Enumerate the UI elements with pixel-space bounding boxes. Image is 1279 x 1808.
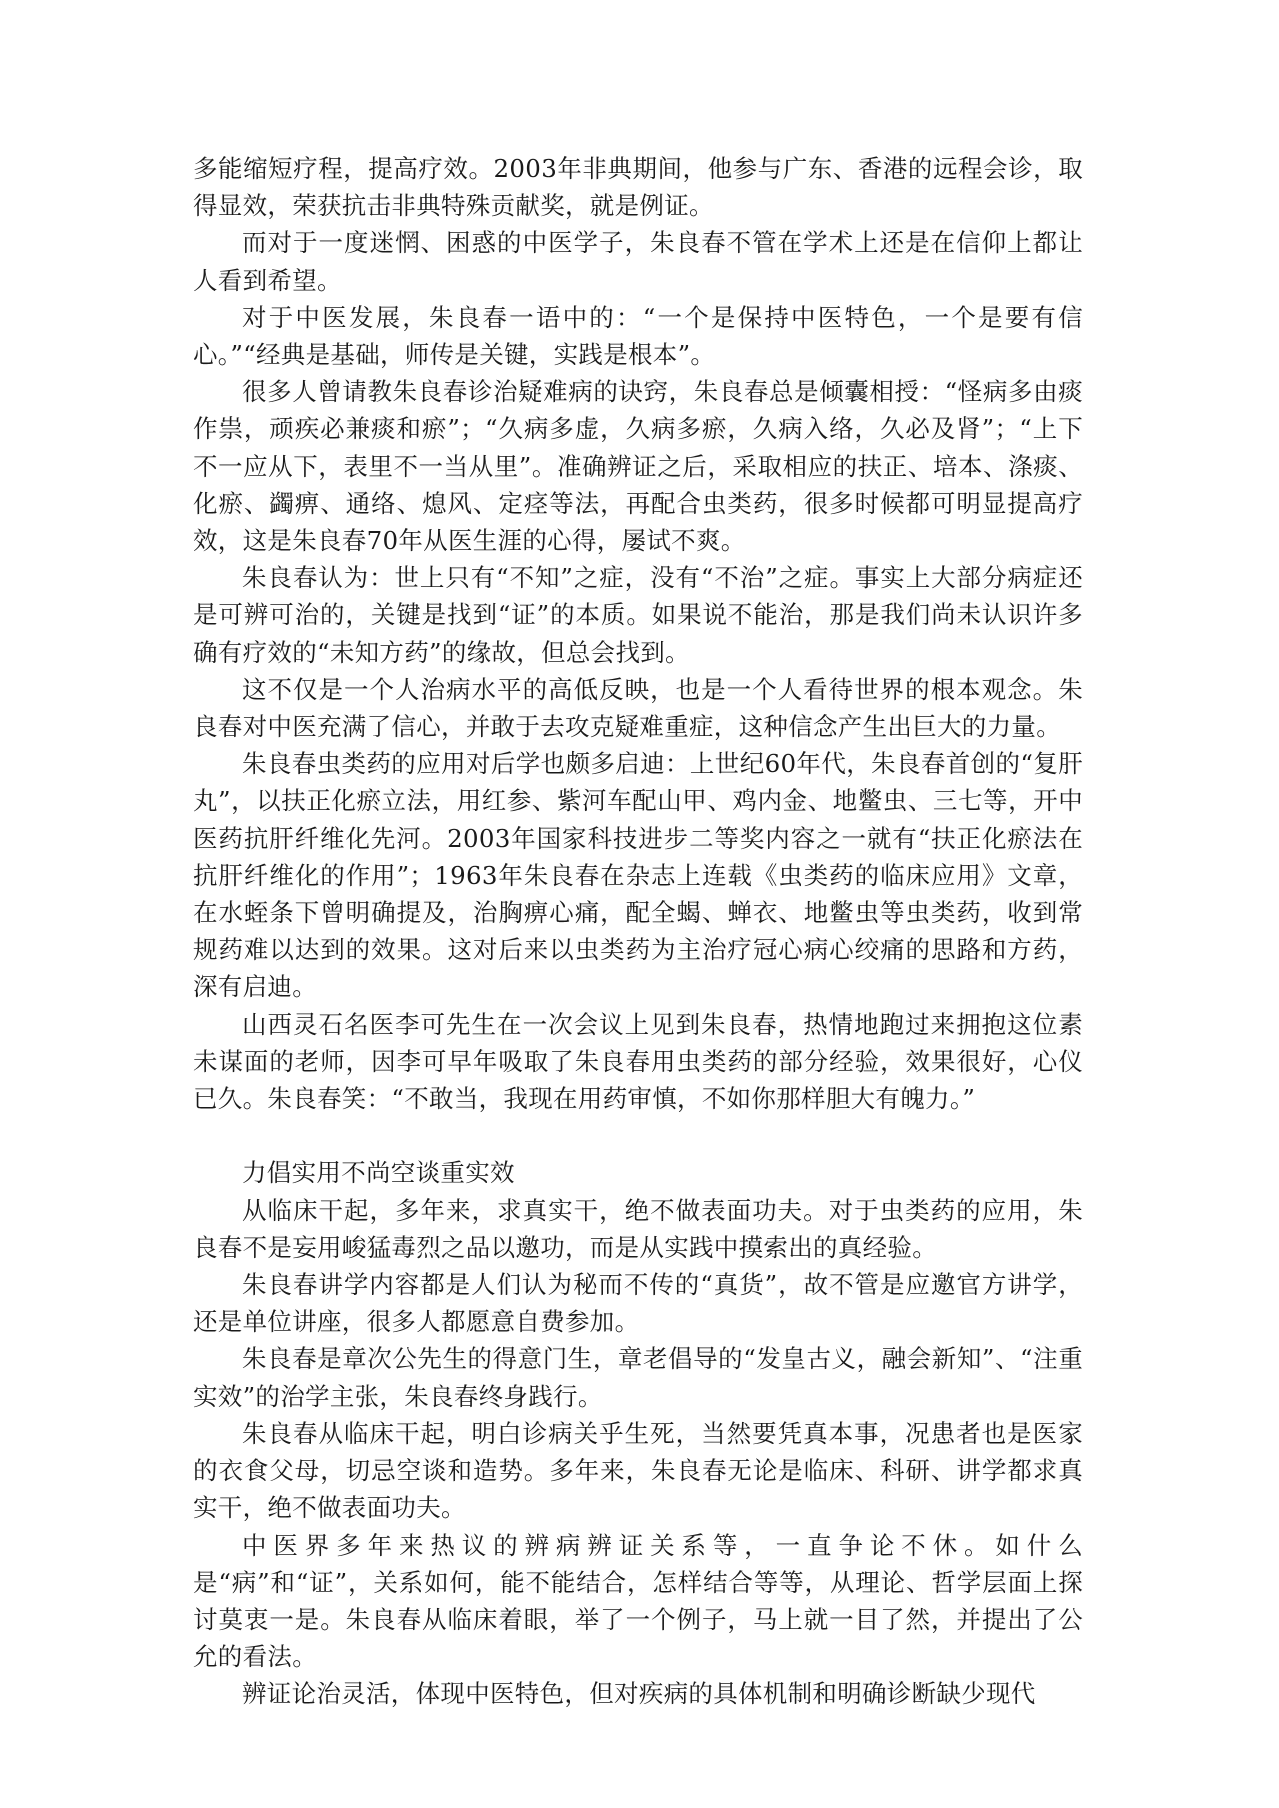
paragraph: 朱良春从临床干起，明白诊病关乎生死，当然要凭真本事，况患者也是医家的衣食父母，切忌空谈和造势。多年来，朱良春无论是临床、科研、讲学都求真实干，绝不做表面功夫。 xyxy=(193,1418,1083,1523)
paragraph: 从临床干起，多年来，求真实干，绝不做表面功夫。对于虫类药的应用，朱良春不是妄用峻猛毒烈之品以邀功，而是从实践中摸索出的真经验。 xyxy=(193,1195,1083,1262)
paragraph: 朱良春讲学内容都是人们认为秘而不传的“真货”，故不管是应邀官方讲学，还是单位讲座，很多人都愿意自费参加。 xyxy=(193,1270,1083,1337)
document-page xyxy=(193,150,1083,1713)
paragraph: 这不仅是一个人治病水平的高低反映，也是一个人看待世界的根本观念。朱良春对中医充满了信心，并敢于去攻克疑难重症，这种信念产生出巨大的力量。 xyxy=(193,674,1083,742)
paragraph: 多能缩短疗程，提高疗效。2003年非典期间，他参与广东、香港的远程会诊，取得显效，荣获抗击非典特殊贡献奖，就是例证。 xyxy=(193,154,1083,221)
paragraph: 朱良春认为：世上只有“不知”之症，没有“不治”之症。事实上大部分病症还是可辨可治的，关键是找到“证”的本质。如果说不能治，那是我们尚未认识许多确有疗效的“未知方药”的缘故，但总会找到。 xyxy=(193,563,1083,667)
paragraph: 而对于一度迷惘、困惑的中医学子，朱良春不管在学术上还是在信仰上都让人看到希望。 xyxy=(193,228,1083,295)
paragraph: 很多人曾请教朱良春诊治疑难病的诀窍，朱良春总是倾囊相授：“怪病多由痰作祟，顽疾必兼痰和瘀”；“久病多虚，久病多瘀，久病入络，久必及肾”；“上下不一应从下，表里不一当从里”。准确辨证之后，采取相应的扶正、培本、涤痰、化瘀、蠲痹、通络、熄风、定痉等法，再配合虫类药，很多时候都可明显提高疗效，这是朱良春70年从医生涯的心得，屡试不爽。 xyxy=(193,377,1083,556)
paragraph: 对于中医发展，朱良春一语中的：“一个是保持中医特色，一个是要有信心。”“经典是基础，师传是关键，实践是根本”。 xyxy=(193,302,1083,370)
paragraph: 山西灵石名医李可先生在一次会议上见到朱良春，热情地跑过来拥抱这位素未谋面的老师，因李可早年吸取了朱良春用虫类药的部分经验，效果很好，心仪已久。朱良春笑：“不敢当，我现在用药审慎，不如你那样胆大有魄力。” xyxy=(193,1009,1083,1114)
blank-line xyxy=(193,1117,1083,1154)
paragraph: 中医界多年来热议的辨病辨证关系等，一直争论不休。如什么是“病”和“证”，关系如何，能不能结合，怎样结合等等，从理论、哲学层面上探讨莫衷一是。朱良春从临床着眼，举了一个例子，马上就一目了然，并提出了公允的看法。 xyxy=(193,1530,1083,1672)
paragraph: 朱良春虫类药的应用对后学也颇多启迪：上世纪60年代，朱良春首创的“复肝丸”，以扶正化瘀立法，用红参、紫河车配山甲、鸡内金、地鳖虫、三七等，开中医药抗肝纤维化先河。2003年国家科技进步二等奖内容之一就有“扶正化瘀法在抗肝纤维化的作用”；1963年朱良春在杂志上连载《虫类药的临床应用》文章，在水蛭条下曾明确提及，治胸痹心痛，配全蝎、蝉衣、地鳖虫等虫类药，收到常规药难以达到的效果。这对后来以虫类药为主治疗冠心病心绞痛的思路和方药，深有启迪。 xyxy=(193,749,1083,1002)
paragraph: 朱良春是章次公先生的得意门生，章老倡导的“发皇古义，融会新知”、“注重实效”的治学主张，朱良春终身践行。 xyxy=(193,1344,1083,1411)
section-heading: 力倡实用不尚空谈重实效 xyxy=(242,1158,515,1188)
paragraph: 辨证论治灵活，体现中医特色，但对疾病的具体机制和明确诊断缺少现代 xyxy=(242,1679,1036,1709)
